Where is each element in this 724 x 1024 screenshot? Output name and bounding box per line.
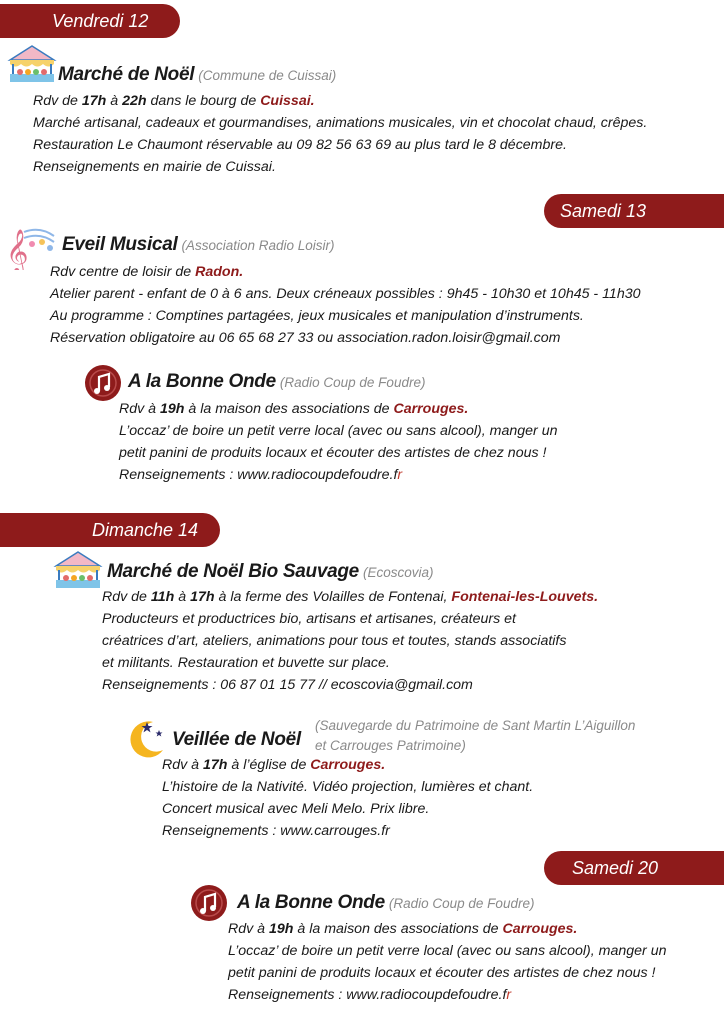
time: 19h [269,921,294,937]
event-title: Marché de Noël [58,64,195,85]
svg-text:𝄞: 𝄞 [6,229,29,270]
day-header-samedi-13 [544,194,724,228]
text: à [106,93,123,109]
event-eveil-musical-details [50,261,641,349]
event-header [107,561,433,589]
day-label: Samedi 20 [572,858,659,878]
event-marche-bio-sauvage [107,561,433,589]
event-organizer: et Carrouges Patrimoine) [315,738,466,753]
text: Rdv à [119,401,161,417]
text: Rdv à [162,757,204,773]
time: 19h [160,401,185,417]
event-marche-de-noel-details [33,90,647,178]
market-stall-icon [6,44,58,89]
text: à [174,589,191,605]
time: 17h [190,589,215,605]
day-label: Vendredi 12 [52,11,149,31]
event-line: Au programme : Comptines partagées, jeux musicales et manipulation d’instruments. [50,308,584,324]
event-header [172,729,301,757]
text: Rdv de [33,93,82,109]
event-organizer: (Sauvegarde du Patrimoine de Sant Martin L’Aiguillon [315,718,636,733]
event-bonne-onde-13 [128,371,425,399]
radio-note-icon [84,364,122,407]
event-line: Producteurs et productrices bio, artisans et artisanes, créateurs et [102,611,517,627]
event-title: Marché de Noël Bio Sauvage [107,561,359,582]
event-organizer: (Association Radio Loisir) [181,238,335,253]
event-line: Réservation obligatoire au 06 65 68 27 33 ou association.radon.loisir@gmail.com [50,330,561,346]
event-line: L’occaz’ de boire un petit verre local (avec ou sans alcool), manger un [119,423,558,439]
event-line: Atelier parent - enfant de 0 à 6 ans. Deux créneaux possibles : 9h45 - 10h30 et 10h45 - 11h30 [50,286,641,302]
event-line [33,90,647,112]
event-place: Radon. [195,264,244,280]
event-header [237,892,534,920]
event-header [62,234,335,262]
text: à l’église de [227,757,311,773]
event-place: Carrouges. [393,401,469,417]
time: 17h [203,757,228,773]
event-organizer: (Ecoscovia) [362,565,434,580]
event-organizer: (Radio Coup de Foudre) [388,896,535,911]
event-header [128,371,425,399]
event-line: L’occaz’ de boire un petit verre local (avec ou sans alcool), manger un [228,943,667,959]
event-line: Marché artisanal, cadeaux et gourmandises, animations musicales, vin et chocolat chaud, crêpes. [33,115,648,131]
event-veillee-de-noel [172,729,301,757]
event-eveil-musical [62,234,335,262]
event-line [50,261,641,283]
text: Rdv à [228,921,270,937]
event-organizer: (Radio Coup de Foudre) [279,375,426,390]
event-title: A la Bonne Onde [237,892,385,913]
event-place: Cuissai. [260,93,315,109]
day-header-samedi-20 [544,851,724,885]
event-line: et militants. Restauration et buvette sur place. [102,655,390,671]
event-title: A la Bonne Onde [128,371,276,392]
event-line [119,398,557,420]
event-header [58,64,336,92]
event-line [119,464,557,486]
event-line: petit panini de produits locaux et écouter des artistes de chez nous ! [119,445,547,461]
event-marche-de-noel [58,64,336,92]
event-line [162,754,533,776]
event-line: Concert musical avec Meli Melo. Prix libre. [162,801,430,817]
text: à la maison des associations de [293,921,503,937]
text: Rdv centre de loisir de [50,264,196,280]
text: dans le bourg de [146,93,261,109]
day-label: Samedi 13 [560,201,647,221]
text: à la maison des associations de [184,401,394,417]
event-title: Veillée de Noël [172,729,301,750]
event-place: Fontenai-les-Louvets. [451,589,599,605]
event-place: Carrouges. [310,757,386,773]
event-line [228,984,666,1006]
time: 11h [150,589,175,605]
event-line [102,586,598,608]
event-veillee-de-noel-details [162,754,533,842]
moon-stars-icon [123,716,167,765]
event-bonne-onde-20-details [228,918,666,1006]
event-bonne-onde-20 [237,892,534,920]
event-place: Carrouges. [502,921,578,937]
event-bonne-onde-13-details [119,398,557,486]
market-stall-icon [52,550,104,595]
event-marche-bio-sauvage-details [102,586,598,696]
time: 22h [122,93,147,109]
day-header-vendredi [0,4,180,38]
event-organizer: (Commune de Cuissai) [198,68,337,83]
event-line: créatrices d’art, ateliers, animations pour tous et toutes, stands associatifs [102,633,567,649]
text: r [506,987,512,1003]
event-title: Eveil Musical [62,234,178,255]
text: r [397,467,403,483]
event-line: Renseignements : 06 87 01 15 77 // ecoscovia@gmail.com [102,677,473,693]
time: 17h [81,93,107,109]
text: Renseignements : www.radiocoupdefoudre.f [119,467,398,483]
text: Renseignements : www.radiocoupdefoudre.f [228,987,507,1003]
event-line [228,918,666,940]
event-line: Restauration Le Chaumont réservable au 09 82 56 63 69 au plus tard le 8 décembre. [33,137,567,153]
day-label: Dimanche 14 [92,520,199,540]
event-line: Renseignements en mairie de Cuissai. [33,159,276,175]
event-line: Renseignements : www.carrouges.fr [162,823,390,839]
event-line: petit panini de produits locaux et écouter des artistes de chez nous ! [228,965,656,981]
event-line: L’histoire de la Nativité. Vidéo projection, lumières et chant. [162,779,534,795]
text: Rdv de [102,589,151,605]
day-header-dimanche [0,513,220,547]
event-organizer-block [315,716,635,756]
radio-note-icon [190,884,228,927]
text: à la ferme des Volailles de Fontenai, [214,589,452,605]
